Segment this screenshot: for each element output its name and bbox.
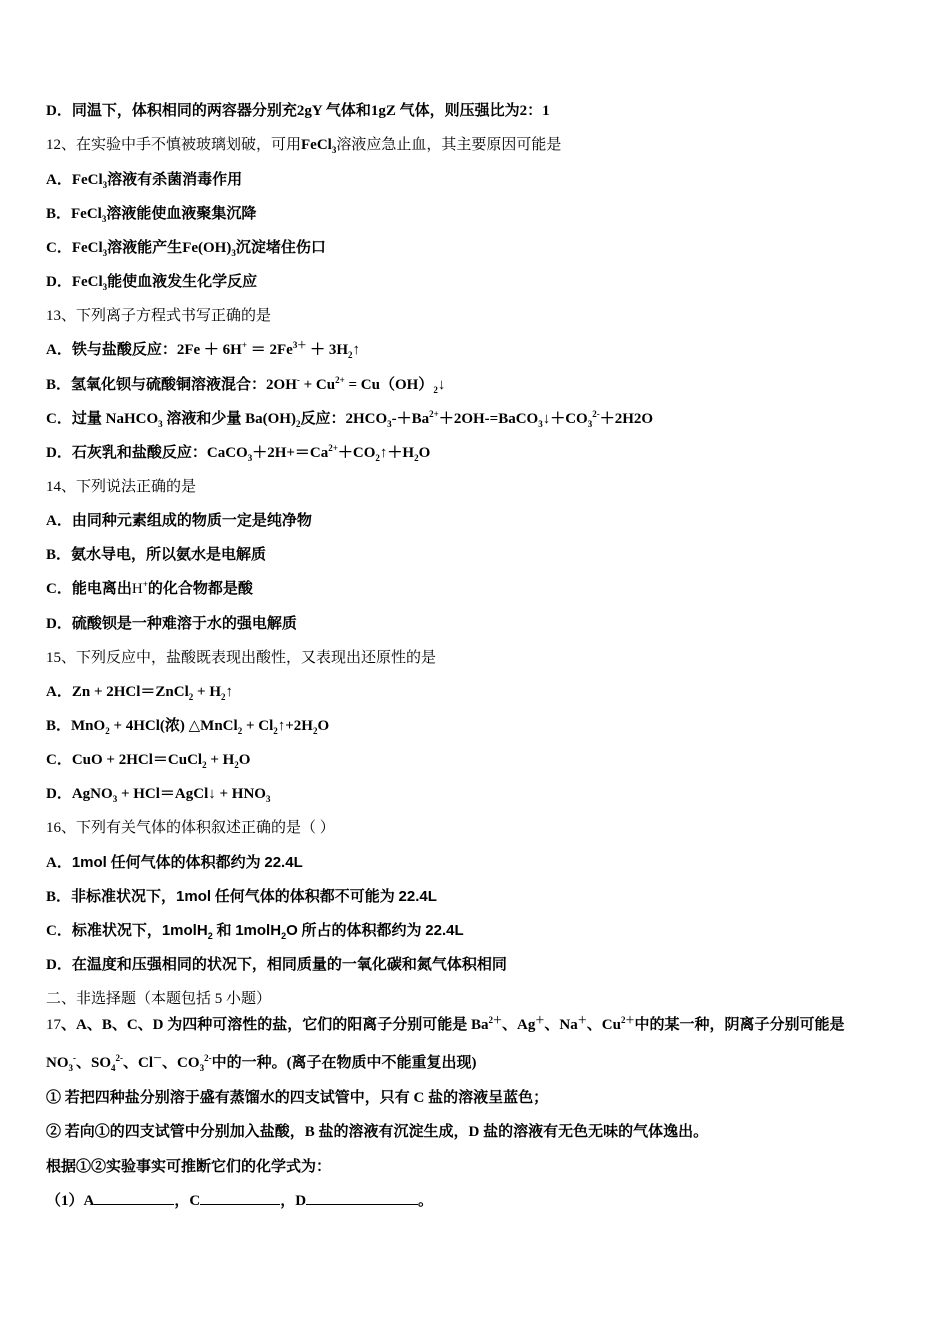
q14-text: 、下列说法正确的是 — [61, 479, 197, 495]
q13-a-sup1: + — [241, 340, 247, 350]
q13-c-sub2: 2 — [295, 419, 301, 429]
q17-l1-s3: ＋ — [577, 1015, 587, 1025]
q15-d-eq1: AgNO — [71, 786, 113, 802]
q13-c-label: C． — [46, 411, 72, 427]
q13-a-sup2: 3＋ — [292, 340, 307, 350]
q13-text: 、下列离子方程式书写正确的是 — [61, 308, 272, 324]
q14-option-b: B．氨水导电，所以氨水是电解质 — [46, 547, 267, 563]
q16-a-a: 1mol — [71, 854, 107, 871]
q12-c-sub2: 3 — [231, 248, 236, 258]
q12-c-fecl: FeCl — [71, 240, 103, 256]
q17-l2-p3: 、Cl — [123, 1055, 154, 1071]
q16-c-b: 1molH — [235, 922, 282, 939]
q16-a-t: 任何气体的体积都约为 — [106, 855, 265, 871]
answer-blank-d[interactable] — [306, 1192, 418, 1205]
q16-c-a: 1molH — [161, 922, 208, 939]
q13-b-eq2: + Cu — [299, 377, 336, 393]
q13-c-sub1: 3 — [158, 419, 163, 429]
q14-num: 14 — [46, 479, 61, 495]
q14-c-post: 的化合物都是酸 — [147, 581, 253, 597]
q15-stem — [46, 648, 920, 668]
q13-b-text: 氢氧化钡与硫酸铜溶液混合： — [71, 377, 267, 393]
q12-c-feoh: Fe(OH) — [182, 240, 232, 256]
q13-c-eq3: ＋2OH-=BaCO — [438, 411, 539, 427]
q16-option-c — [46, 921, 920, 941]
q11-d-suffix: 气体，则压强比为 — [399, 103, 520, 119]
q17-l6-p1: （1）A — [46, 1193, 95, 1209]
q13-c-t3: 反应： — [300, 411, 346, 427]
q16-a-b: 22.4L — [264, 854, 303, 871]
q13-num: 13 — [46, 308, 61, 324]
q13-c-eq2: -＋Ba — [391, 411, 430, 427]
q12-c-sub: 3 — [102, 248, 108, 258]
q16-b-b: 22.4L — [398, 888, 437, 905]
q13-d-eq4: ↑＋H — [379, 445, 415, 461]
q17-l6-p3: ，D — [280, 1193, 307, 1209]
q13-a-label: A． — [46, 342, 72, 358]
q14-c-sup: + — [142, 579, 148, 589]
q17-l2-s1: - — [73, 1053, 76, 1063]
q17-l2-p5: 中的一种。(离子在物质中不能重复出现) — [211, 1055, 477, 1071]
q14-c-pre: C．能电离出 — [46, 581, 132, 597]
q17-line-5: 根据①②实验事实可推断它们的化学式为： — [46, 1159, 332, 1175]
q13-c-eq1: 2HCO — [345, 411, 388, 427]
q13-d-eq5: O — [418, 445, 431, 461]
q16-text: 、下列有关气体的体积叙述正确的是（ ） — [61, 820, 335, 836]
q15-option-a — [46, 682, 920, 702]
q14-stem — [46, 477, 920, 497]
q15-b-eq5: O — [317, 718, 330, 734]
q17-l1-p4: 、Cu — [586, 1017, 621, 1033]
q15-a-sub1: 2 — [188, 692, 194, 702]
q14-c-h: H — [131, 581, 143, 597]
q16-b-t: 任何气体的体积都不可能为 — [211, 889, 399, 905]
q17-l2-s4: 2- — [204, 1053, 212, 1063]
q15-b-eq1: MnO — [71, 718, 106, 734]
q17-l2-b2: 4 — [111, 1063, 116, 1073]
q15-d-label: D． — [46, 786, 72, 802]
q13-option-d — [46, 443, 920, 463]
q12-c-label: C． — [46, 240, 72, 256]
q15-c-sub1: 2 — [202, 760, 207, 770]
q15-b-eq2: + 4HCl(浓) △MnCl — [109, 718, 238, 734]
q12-b-sub: 3 — [101, 214, 107, 224]
q13-b-eq3: = Cu（OH） — [344, 377, 434, 393]
q13-b-sub3: 2 — [433, 385, 438, 395]
q17-l1-s4: 2＋ — [620, 1015, 635, 1025]
q16-stem — [46, 818, 920, 838]
q16-b-label: B．非标准状况下， — [46, 889, 177, 905]
answer-blank-c[interactable] — [200, 1192, 280, 1205]
q14-option-a: A．由同种元素组成的物质一定是纯净物 — [46, 513, 312, 529]
q15-num: 15 — [46, 650, 61, 666]
q11-d-b: 1gZ — [370, 103, 396, 119]
q12-stem — [46, 135, 920, 155]
q15-b-label: B． — [46, 718, 72, 734]
q17-l2-b4: 3 — [199, 1063, 205, 1073]
q13-d-sup1: 2+ — [328, 443, 338, 453]
q15-text: 、下列反应中，盐酸既表现出酸性，又表现出还原性的是 — [61, 650, 437, 666]
q13-d-sub3: 2 — [414, 453, 419, 463]
q12-a-fecl: FeCl — [71, 172, 103, 188]
q17-line-3: ① 若把四种盐分别溶于盛有蒸馏水的四支试管中，只有 C 盐的溶液呈蓝色； — [46, 1090, 549, 1106]
q16-option-a — [46, 853, 920, 873]
q13-d-eq1: CaCO — [206, 445, 248, 461]
q13-d-eq3: ＋CO — [337, 445, 376, 461]
q12-d-sub: 3 — [102, 282, 108, 292]
q12-c-text: 溶液能产生 — [107, 240, 183, 256]
q13-c-eq5: ＋2H2O — [599, 411, 654, 427]
q11-d-a: 2gY — [296, 103, 323, 119]
q15-c-eq2: + H — [206, 752, 235, 768]
q13-c-sub3: 3 — [387, 419, 392, 429]
q17-num: 17 — [46, 1017, 61, 1033]
q17-l1-p3: 、Na — [544, 1017, 578, 1033]
q17-line-1 — [46, 1015, 920, 1035]
q13-stem — [46, 306, 920, 326]
q12-option-d — [46, 272, 920, 292]
q17-l1-p5: 中的某一种，阴离子分别可能是 — [634, 1017, 845, 1033]
q17-l6-p2: ，C — [174, 1193, 201, 1209]
q13-d-label: D． — [46, 445, 72, 461]
q15-option-d — [46, 784, 920, 804]
q13-c-t2: 溶液和少量 — [166, 411, 242, 427]
q13-d-sub2: 2 — [375, 453, 380, 463]
q17-l2-p1: NO — [46, 1055, 69, 1071]
q13-b-sup2: 2+ — [335, 375, 345, 385]
q16-b-a: 1mol — [176, 888, 212, 905]
q15-a-eq2: + H — [193, 684, 221, 700]
q12-b-fecl: FeCl — [71, 206, 102, 222]
q17-l2-p4: 、CO — [162, 1055, 200, 1071]
q15-d-sub2: 3 — [265, 794, 271, 804]
answer-blank-a[interactable] — [94, 1192, 174, 1205]
q13-c-b: Ba(OH) — [245, 411, 296, 427]
q13-a-eq2: ＝ 2Fe — [247, 342, 293, 358]
q11-d-mid: 气体和 — [325, 103, 371, 119]
q13-b-sup1: - — [296, 375, 300, 385]
q17-l1-s2: ＋ — [535, 1015, 545, 1025]
q13-b-label: B． — [46, 377, 72, 393]
q17-l1-p1: 、A、B、C、D 为四种可溶性的盐，它们的阳离子分别可能是 Ba — [61, 1017, 489, 1033]
q12-d-text: 能使血液发生化学反应 — [107, 274, 258, 290]
section-2-heading: 二、非选择题（本题包括 5 小题） — [46, 991, 272, 1007]
q12-a-text: 溶液有杀菌消毒作用 — [107, 172, 243, 188]
q16-option-b — [46, 887, 920, 907]
q12-num: 12 — [46, 137, 61, 153]
q15-d-sub1: 3 — [112, 794, 118, 804]
q16-c-sub1: 2 — [207, 931, 213, 941]
q17-l2-s3: － — [153, 1053, 163, 1063]
q13-b-eq1: 2OH — [266, 377, 297, 393]
q15-a-eq3: ↑ — [225, 684, 233, 700]
q13-a-eq1: 2Fe ＋ 6H — [176, 342, 242, 358]
q13-c-sub4: 3 — [538, 419, 543, 429]
q12-sub: 3 — [331, 145, 337, 155]
q16-c-d: 22.4L — [425, 922, 464, 939]
q13-option-b — [46, 375, 920, 395]
q13-option-c — [46, 409, 920, 429]
q12-option-a — [46, 170, 920, 190]
q16-num: 16 — [46, 820, 61, 836]
q15-option-c — [46, 750, 920, 770]
q13-option-a — [46, 340, 920, 360]
q15-b-sub3: 2 — [273, 726, 278, 736]
q13-c-sub5: 3 — [587, 419, 593, 429]
q11-option-d — [46, 101, 920, 121]
q12-b-label: B． — [46, 206, 72, 222]
q11-d-prefix: D．同温下，体积相同的两容器分别充 — [46, 103, 297, 119]
q17-l2-p2: 、SO — [76, 1055, 112, 1071]
q13-c-a: NaHCO — [105, 411, 159, 427]
q16-a-label: A． — [46, 855, 72, 871]
q13-a-eq3: ＋ 3H — [306, 342, 349, 358]
q15-c-eq3: O — [238, 752, 251, 768]
q13-d-text: 石灰乳和盐酸反应： — [71, 445, 207, 461]
q13-a-sub3: 2 — [348, 350, 353, 360]
q15-a-label: A． — [46, 684, 72, 700]
q12-fecl: FeCl — [301, 137, 332, 153]
q15-d-eq2: + HCl＝AgCl↓ + HNO — [117, 786, 266, 802]
q16-c-t2: 所占的体积都约为 — [297, 923, 426, 939]
q13-c-eq4: ↓＋CO — [542, 411, 588, 427]
q17-line-6 — [46, 1191, 920, 1211]
q16-c-sub2: 2 — [281, 931, 287, 941]
q13-d-sub1: 3 — [247, 453, 253, 463]
q13-b-eq4: ↓ — [437, 377, 446, 393]
q12-post: 溶液应急止血，其主要原因可能是 — [336, 137, 562, 153]
q13-c-text: 过量 — [71, 411, 102, 427]
q12-d-fecl: FeCl — [71, 274, 103, 290]
q12-a-label: A． — [46, 172, 72, 188]
q17-l2-s2: 2- — [115, 1053, 124, 1063]
q12-c-text2: 沉淀堵住伤口 — [235, 240, 326, 256]
q15-a-sub2: 2 — [220, 692, 226, 702]
q13-c-sup1: 2+ — [429, 409, 439, 419]
q14-option-d: D．硫酸钡是一种难溶于水的强电解质 — [46, 616, 297, 632]
q15-b-sub2: 2 — [237, 726, 243, 736]
q16-c-label: C．标准状况下， — [46, 923, 162, 939]
q12-a-sub: 3 — [102, 180, 108, 190]
q13-c-sup2: 2- — [592, 409, 600, 419]
q13-a-eq4: ↑ — [352, 342, 361, 358]
q15-b-eq4: ↑+2H — [277, 718, 313, 734]
q13-d-eq2: ＋2H+＝Ca — [252, 445, 329, 461]
q15-option-b — [46, 716, 920, 736]
q15-c-label: C． — [46, 752, 72, 768]
q12-option-b — [46, 204, 920, 224]
q17-l6-p4: 。 — [418, 1193, 434, 1209]
q16-c-c: O — [286, 922, 298, 939]
q12-b-text: 溶液能使血液聚集沉降 — [106, 206, 257, 222]
q11-d-ratio: 2：1 — [519, 103, 550, 119]
q15-b-sub1: 2 — [105, 726, 110, 736]
q17-line-4: ② 若向①的四支试管中分别加入盐酸，B 盐的溶液有沉淀生成，D 盐的溶液有无色无味的气体逸出。 — [46, 1124, 709, 1140]
q15-a-eq1: Zn + 2HCl＝ZnCl — [71, 684, 189, 700]
q14-option-c — [46, 579, 920, 599]
q15-b-sub4: 2 — [312, 726, 318, 736]
q17-l1-p2: 、Ag — [502, 1017, 536, 1033]
q15-c-sub2: 2 — [234, 760, 239, 770]
q17-l1-s1: 2＋ — [488, 1015, 503, 1025]
q12-d-label: D． — [46, 274, 72, 290]
q12-option-c — [46, 238, 920, 258]
q17-l2-b1: 3 — [68, 1063, 73, 1073]
q17-line-2 — [46, 1053, 920, 1073]
q15-b-eq3: + Cl — [242, 718, 274, 734]
q16-option-d: D．在温度和压强相同的状况下，相同质量的一氧化碳和氮气体积相同 — [46, 957, 507, 973]
q13-a-text: 铁与盐酸反应： — [71, 342, 177, 358]
q12-pre: 、在实验中手不慎被玻璃划破，可用 — [61, 137, 302, 153]
q15-c-eq1: CuO + 2HCl＝CuCl — [71, 752, 203, 768]
q16-c-t1: 和 — [212, 923, 236, 939]
